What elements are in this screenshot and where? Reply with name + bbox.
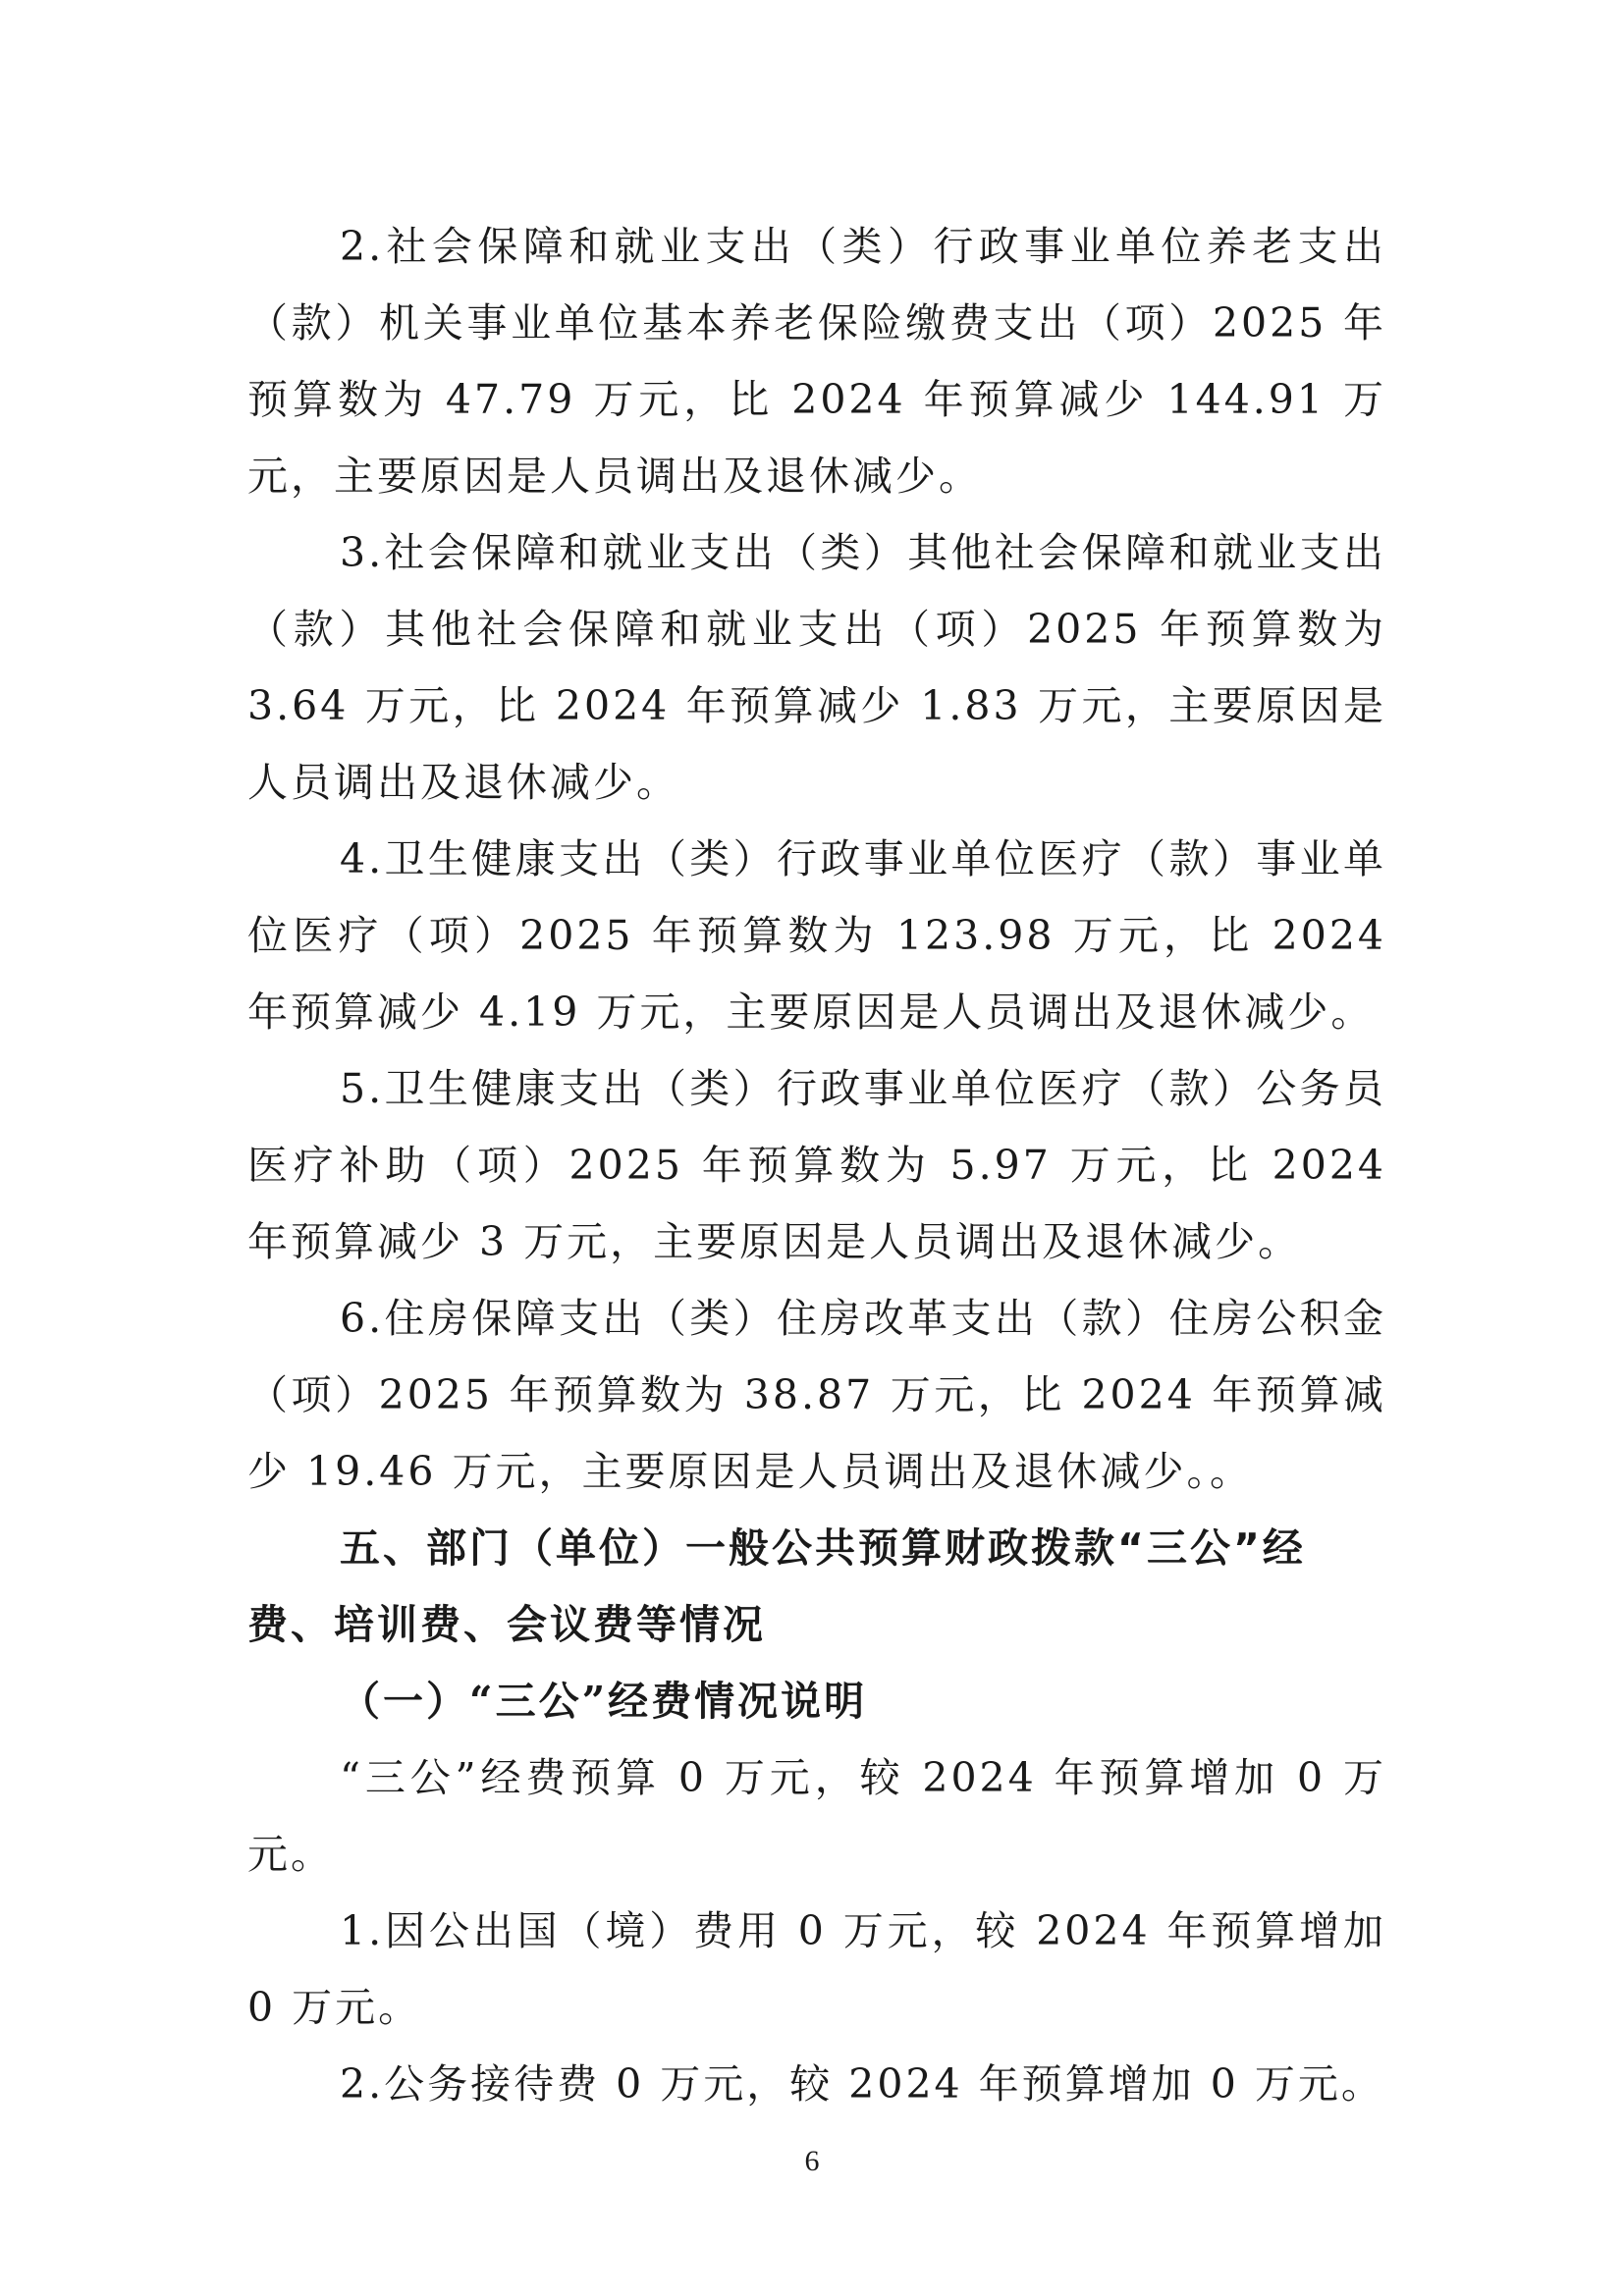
three-public-item-1: 1.因公出国（境）费用 0 万元，较 2024 年预算增加 0 万元。 <box>247 1907 1386 2031</box>
subsection-heading: （一）“三公”经费情况说明 <box>340 1678 868 1725</box>
paragraph-item-4: 4.卫生健康支出（类）行政事业单位医疗（款）事业单位医疗（项）2025 年预算数为 123.98 万元，比 2024 年预算减少 4.19 万元，主要原因是人员调出及退休减少。 <box>247 835 1386 1036</box>
paragraph-item-5: 5.卫生健康支出（类）行政事业单位医疗（款）公务员医疗补助（项）2025 年预算数为 5.97 万元，比 2024 年预算减少 3 万元，主要原因是人员调出及退休减少。 <box>247 1065 1386 1265</box>
paragraph-item-2: 2.社会保障和就业支出（类）行政事业单位养老支出（款）机关事业单位基本养老保险缴费支出（项）2025 年预算数为 47.79 万元，比 2024 年预算减少 144.91 万元，主要原因是人员调出及退休减少。 <box>247 223 1386 500</box>
three-public-item-2: 2.公务接待费 0 万元，较 2024 年预算增加 0 万元。 <box>340 2060 1384 2108</box>
three-public-summary: “三公”经费预算 0 万元，较 2024 年预算增加 0 万元。 <box>247 1754 1386 1878</box>
paragraph-item-3: 3.社会保障和就业支出（类）其他社会保障和就业支出（款）其他社会保障和就业支出（项）2025 年预算数为 3.64 万元，比 2024 年预算减少 1.83 万元，主要原因是人员调出及退休减少。 <box>247 529 1386 806</box>
page-body <box>247 208 1386 2122</box>
page-number: 6 <box>804 2145 820 2177</box>
section-heading: 五、部门（单位）一般公共预算财政拨款“三公”经费、培训费、会议费等情况 <box>247 1524 1306 1648</box>
paragraph-item-6: 6.住房保障支出（类）住房改革支出（款）住房公积金（项）2025 年预算数为 38.87 万元，比 2024 年预算减少 19.46 万元，主要原因是人员调出及退休减少。。 <box>247 1295 1386 1495</box>
